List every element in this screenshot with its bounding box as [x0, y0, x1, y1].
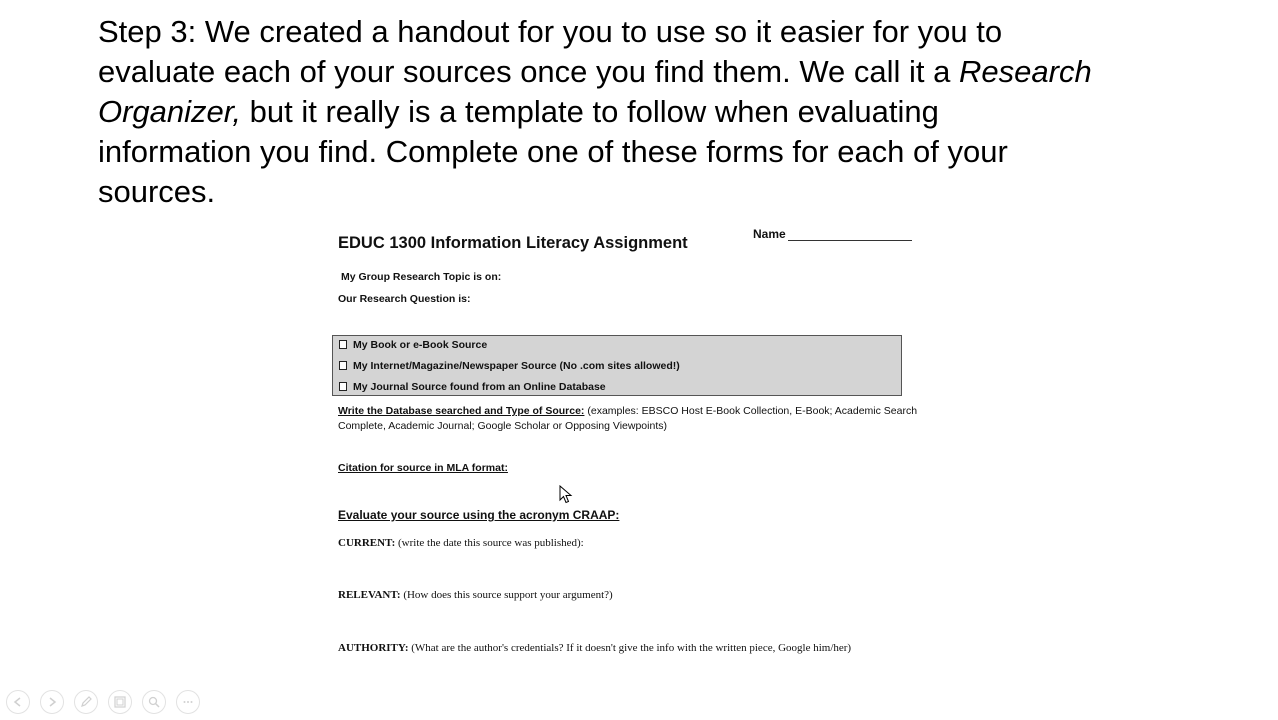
checkbox-icon — [339, 382, 347, 391]
slide-line-4: information you find. Complete one of these forms for each of your — [98, 134, 1008, 169]
zoom-icon[interactable] — [142, 690, 166, 714]
authority-row — [338, 642, 851, 654]
source-type-box — [332, 335, 902, 396]
authority-text: (What are the author's credentials? If it doesn't give the info with the written piece, Google him/her) — [408, 642, 852, 654]
topic-label: My Group Research Topic is on: — [341, 271, 502, 283]
mouse-cursor-icon — [559, 485, 573, 505]
source-option-internet — [339, 360, 680, 372]
source-option-label: My Internet/Magazine/Newspaper Source (No .com sites allowed!) — [353, 360, 680, 372]
handout-title: EDUC 1300 Information Literacy Assignment — [338, 234, 688, 252]
current-label: CURRENT: — [338, 537, 396, 549]
question-label: Our Research Question is: — [338, 293, 471, 305]
slide-line-1: Step 3: We created a handout for you to use so it easier for you to — [98, 14, 1003, 49]
database-examples: (examples: EBSCO Host E-Book Collection, E-Book; Academic Search Complete, Academic Journal; Google Scholar or Opposing Viewpoints) — [338, 405, 918, 432]
slides-icon[interactable] — [108, 690, 132, 714]
source-option-book — [339, 339, 487, 351]
slide-line-5: sources. — [98, 174, 216, 209]
previous-icon[interactable] — [6, 690, 30, 714]
database-instructions — [338, 404, 918, 434]
checkbox-icon — [339, 361, 347, 370]
citation-label: Citation for source in MLA format: — [338, 462, 508, 474]
presentation-toolbar — [6, 690, 200, 714]
slide-line-2 — [98, 52, 1258, 92]
source-option-label: My Journal Source found from an Online Database — [353, 381, 606, 393]
slide-line-3 — [98, 92, 1258, 132]
database-label: Write the Database searched and Type of Source: — [338, 405, 585, 417]
handout-image — [330, 222, 950, 672]
craap-label: Evaluate your source using the acronym CRAAP: — [338, 508, 620, 522]
slide-line-3-italic: Organizer, — [98, 94, 242, 129]
slide-line-2-italic: Research — [959, 54, 1092, 89]
more-icon[interactable] — [176, 690, 200, 714]
relevant-row — [338, 589, 613, 601]
name-line — [788, 240, 912, 241]
current-row — [338, 537, 584, 549]
next-icon[interactable] — [40, 690, 64, 714]
relevant-label: RELEVANT: — [338, 589, 401, 601]
authority-label: AUTHORITY: — [338, 642, 409, 654]
source-option-journal — [339, 381, 606, 393]
name-label: Name — [753, 227, 786, 241]
slide-body-text — [98, 12, 1258, 212]
checkbox-icon — [339, 340, 347, 349]
slide-line-2-text: evaluate each of your sources once you find them. We call it a — [98, 54, 951, 89]
relevant-text: (How does this source support your argument?) — [400, 589, 613, 601]
slide-line-3-text: but it really is a template to follow when evaluating — [241, 94, 939, 129]
current-text: (write the date this source was published): — [395, 537, 584, 549]
source-option-label: My Book or e-Book Source — [353, 339, 488, 351]
pen-icon[interactable] — [74, 690, 98, 714]
